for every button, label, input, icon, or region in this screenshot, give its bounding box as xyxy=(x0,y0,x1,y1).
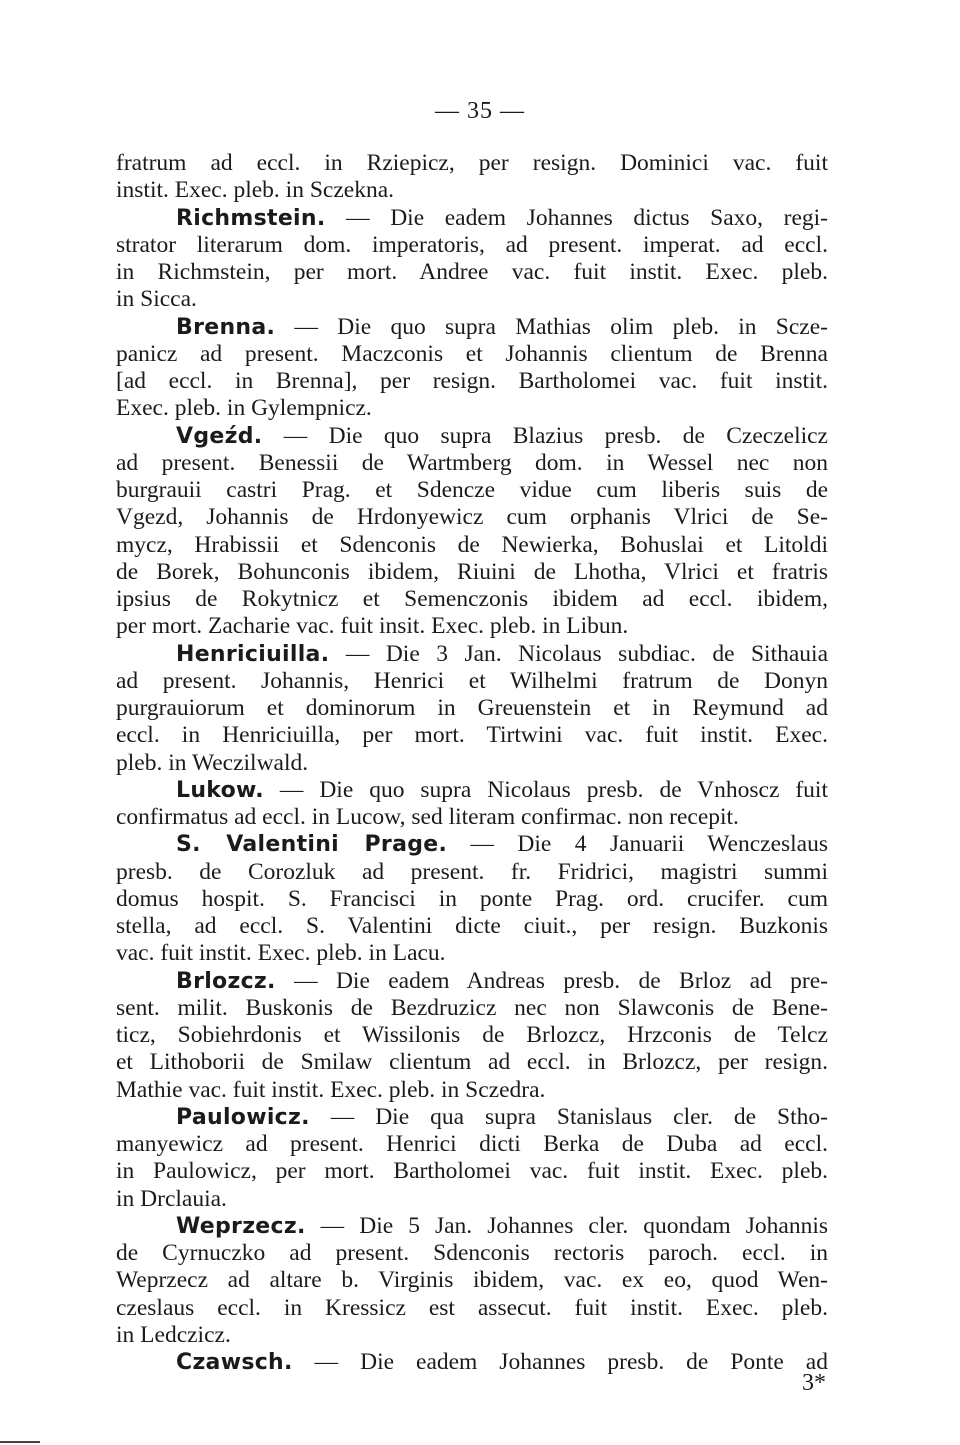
line-text: Vgezd, Johannis de Hrdonyewicz cum orphanis Vlrici de Se- xyxy=(116,504,828,531)
entry-heading-line xyxy=(116,1349,828,1376)
line-text: burgrauii castri Prag. et Sdencze vidue cum liberis suis de xyxy=(116,477,828,503)
text-line xyxy=(116,804,828,831)
line-text: presb. de Corozluk ad present. fr. Fridrici, magistri summi xyxy=(116,858,828,885)
line-text: confirmatus ad eccl. in Lucow, sed literam confirmac. non recepit. xyxy=(116,804,739,830)
text-line xyxy=(116,668,828,695)
line-text: czeslaus eccl. in Kressicz est assecut. fuit instit. Exec. pleb. xyxy=(116,1294,828,1321)
edge-mark xyxy=(0,1441,40,1443)
place-name-heading: Czawsch. xyxy=(176,1350,293,1375)
text-line xyxy=(116,1049,828,1076)
line-text: manyewicz ad present. Henrici dicti Berka de Duba ad eccl. xyxy=(116,1131,828,1157)
line-text: Weprzecz ad altare b. Virginis ibidem, vac. ex eo, quod Wen- xyxy=(116,1267,828,1294)
line-text: — Die quo supra Blazius presb. de Czeczelicz xyxy=(262,422,828,449)
text-line xyxy=(116,913,828,940)
line-text: — Die 3 Jan. Nicolaus subdiac. de Sithauia xyxy=(329,640,828,667)
line-text: panicz ad present. Maczconis et Johannis clientum de Brenna xyxy=(116,340,828,367)
place-name-heading: Weprzecz. xyxy=(176,1213,306,1239)
text-line xyxy=(116,1131,828,1158)
text-line xyxy=(116,532,828,559)
line-text: de Cyrnuczko ad present. Sdenconis rectoris paroch. eccl. in xyxy=(116,1240,828,1266)
line-text: ad present. Benessii de Wartmberg dom. in Wessel nec non xyxy=(116,449,828,476)
text-line xyxy=(116,1267,828,1294)
line-text: de Borek, Bohunconis ibidem, Riuini de Lhotha, Vlrici et fratris xyxy=(116,558,828,585)
entry-heading-line xyxy=(116,831,828,858)
line-text: strator literarum dom. imperatoris, ad present. imperat. ad eccl. xyxy=(116,231,828,258)
line-text: pleb. in Weczilwald. xyxy=(116,749,309,776)
line-text: vac. fuit instit. Exec. pleb. in Lacu. xyxy=(116,940,446,967)
text-line xyxy=(116,232,828,259)
line-text: — Die eadem Johannes dictus Saxo, regi- xyxy=(325,204,828,231)
text-line xyxy=(116,1322,828,1349)
text-line xyxy=(116,1077,828,1104)
text-line xyxy=(116,886,828,913)
line-text: sent. milit. Buskonis de Bezdruzicz nec non Slawconis de Bene- xyxy=(116,994,828,1021)
line-text: — Die 4 Januarii Wenczeslaus xyxy=(447,831,829,858)
place-name-heading: Vgeźd. xyxy=(176,423,263,449)
page-number: — 35 — xyxy=(435,98,525,124)
text-line xyxy=(116,722,828,749)
text-line xyxy=(116,1186,828,1213)
text-line xyxy=(116,259,828,286)
line-text: ipsius de Rokytnicz et Semenczonis ibidem ad eccl. ibidem, xyxy=(116,586,828,612)
text-line xyxy=(116,1158,828,1185)
entry-heading-line xyxy=(116,1104,828,1131)
line-text: ad present. Johannis, Henrici et Wilhelmi fratrum de Donyn xyxy=(116,667,828,694)
text-line xyxy=(116,450,828,477)
text-line xyxy=(116,177,828,204)
line-text: in Sicca. xyxy=(116,286,197,313)
line-text: purgrauiorum et dominorum in Greuenstein et in Reymund ad xyxy=(116,695,828,721)
text-line xyxy=(116,150,828,177)
text-line xyxy=(116,368,828,395)
line-text: domus hospit. S. Francisci in ponte Prag. ord. crucifer. cum xyxy=(116,885,828,912)
line-text: in Drclauia. xyxy=(116,1185,227,1212)
place-name-heading: S. Valentini Prage. xyxy=(176,832,448,858)
line-text: stella, ad eccl. S. Valentini dicte ciuit., per resign. Buzkonis xyxy=(116,913,828,939)
entry-heading-line xyxy=(116,314,828,341)
text-line xyxy=(116,559,828,586)
text-line xyxy=(116,940,828,967)
text-line xyxy=(116,586,828,613)
place-name-heading: Lukow. xyxy=(176,777,264,803)
line-text: Mathie vac. fuit instit. Exec. pleb. in Sczedra. xyxy=(116,1076,546,1103)
entry-heading-line xyxy=(116,1213,828,1240)
signature-mark: 3* xyxy=(802,1370,826,1396)
line-text: et Lithoborii de Smilaw clientum ad eccl. in Brlozcz, per resign. xyxy=(116,1049,828,1076)
entry-heading-line xyxy=(116,205,828,232)
entry-heading-line xyxy=(116,777,828,804)
text-line xyxy=(116,477,828,504)
line-text: — Die eadem Andreas presb. de Brloz ad pre- xyxy=(275,967,828,994)
text-line xyxy=(116,750,828,777)
place-name-heading: Paulowicz. xyxy=(176,1104,310,1130)
line-text: ticz, Sobiehrdonis et Wissilonis de Brlozcz, Hrzconis de Telcz xyxy=(116,1022,828,1048)
entry-heading-line xyxy=(116,968,828,995)
text-line xyxy=(116,286,828,313)
line-text: — Die 5 Jan. Johannes cler. quondam Johannis xyxy=(305,1212,828,1239)
line-text: in Paulowicz, per mort. Bartholomei vac. fuit instit. Exec. pleb. xyxy=(116,1158,828,1185)
text-column xyxy=(116,150,828,1376)
line-text: — Die quo supra Nicolaus presb. de Vnhoscz fuit xyxy=(263,776,828,803)
place-name-heading: Brlozcz. xyxy=(176,968,276,994)
text-line xyxy=(116,341,828,368)
line-text: mycz, Hrabissii et Sdenconis de Newierka, Bohuslai et Litoldi xyxy=(116,531,828,558)
line-text: eccl. in Henriciuilla, per mort. Tirtwini vac. fuit instit. Exec. xyxy=(116,722,828,749)
line-text: per mort. Zacharie vac. fuit insit. Exec. pleb. in Libun. xyxy=(116,613,629,640)
text-line xyxy=(116,395,828,422)
text-line xyxy=(116,995,828,1022)
text-line xyxy=(116,695,828,722)
line-text: in Ledczicz. xyxy=(116,1321,231,1348)
text-line xyxy=(116,1022,828,1049)
line-text: in Richmstein, per mort. Andree vac. fuit instit. Exec. pleb. xyxy=(116,259,828,285)
text-line xyxy=(116,859,828,886)
line-text: instit. Exec. pleb. in Sczekna. xyxy=(116,177,395,204)
text-line xyxy=(116,1295,828,1322)
place-name-heading: Richmstein. xyxy=(176,205,326,231)
text-line xyxy=(116,1240,828,1267)
line-text: — Die qua supra Stanislaus cler. de Stho- xyxy=(309,1103,828,1130)
line-text: [ad eccl. in Brenna], per resign. Bartholomei vac. fuit instit. xyxy=(116,368,828,394)
entry-heading-line xyxy=(116,423,828,450)
line-text: fratrum ad eccl. in Rziepicz, per resign. Dominici vac. fuit xyxy=(116,150,828,176)
line-text: — Die eadem Johannes presb. de Ponte ad xyxy=(292,1349,828,1375)
entry-heading-line xyxy=(116,641,828,668)
text-line xyxy=(116,613,828,640)
place-name-heading: Henriciuilla. xyxy=(176,641,330,667)
line-text: — Die quo supra Mathias olim pleb. in Scze- xyxy=(275,313,828,340)
place-name-heading: Brenna. xyxy=(176,314,276,340)
text-line xyxy=(116,504,828,531)
line-text: Exec. pleb. in Gylempnicz. xyxy=(116,395,372,422)
